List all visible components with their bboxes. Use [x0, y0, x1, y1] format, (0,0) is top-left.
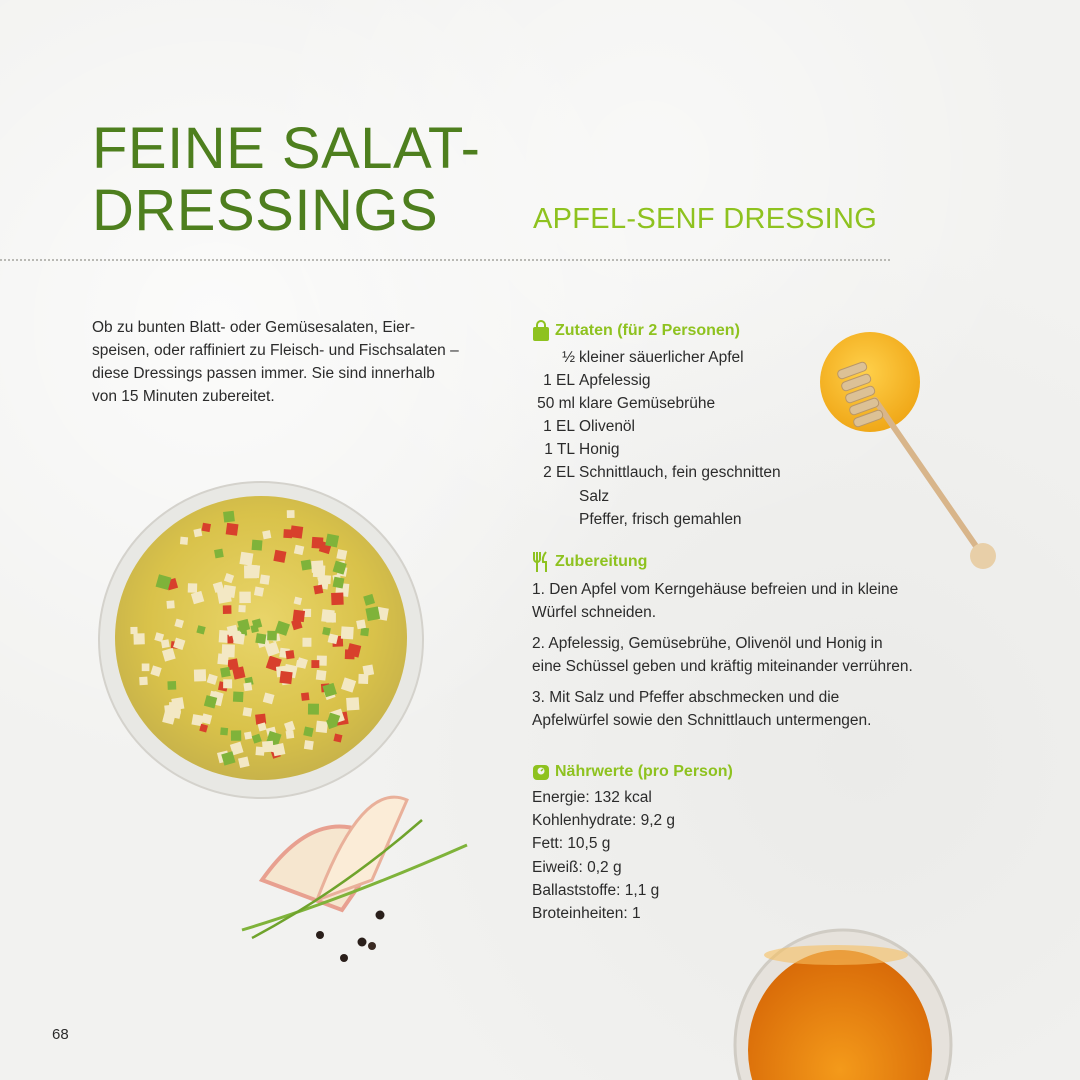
intro-line: Ob zu bunten Blatt- oder Gemüsesalaten, Eier- — [92, 319, 416, 336]
dotted-divider — [0, 259, 890, 261]
ingredient-item — [500, 346, 820, 369]
intro-line: speisen, oder raffiniert zu Fleisch- und Fischsalaten – — [92, 342, 459, 359]
ingredient-amount: 1 EL — [543, 418, 575, 436]
ingredient-amount: 2 EL — [543, 464, 575, 482]
ingredient-name: klare Gemüsebrühe — [579, 395, 716, 413]
step-line: Würfel schneiden. — [532, 604, 657, 621]
ingredient-item — [500, 508, 820, 531]
ingredient-amount: 1 TL — [544, 441, 575, 459]
ingredient-amount — [500, 485, 579, 508]
page-title-line-1: FEINE SALAT- — [92, 116, 481, 181]
ingredient-item — [500, 485, 820, 508]
intro-text — [92, 316, 472, 408]
nutrition-item: Fett: 10,5 g — [532, 835, 611, 853]
nutrition-item: Ballaststoffe: 1,1 g — [532, 881, 660, 899]
step-item — [532, 632, 952, 678]
ingredient-amount: 50 ml — [537, 395, 575, 413]
ingredient-name: Schnittlauch, fein geschnitten — [579, 464, 781, 482]
step-item — [532, 686, 952, 732]
nutrition-heading — [532, 761, 733, 783]
ingredient-item — [500, 438, 820, 461]
ingredients-heading-label: Zutaten (für 2 Personen) — [555, 322, 740, 339]
step-line: eine Schüssel geben und kräftig miteinander verrühren. — [532, 658, 913, 675]
shopping-bag-icon — [532, 320, 550, 342]
honey-dipper-photo — [815, 330, 1005, 580]
nutrition-heading-label: Nährwerte (pro Person) — [555, 763, 733, 780]
step-line: 2. Apfelessig, Gemüsebrühe, Olivenöl und Honig in — [532, 635, 883, 652]
ingredient-amount: 1 EL — [543, 372, 575, 390]
preparation-steps — [532, 578, 952, 740]
apple-slices-photo — [232, 770, 477, 970]
ingredient-item — [500, 392, 820, 415]
recipe-title: APFEL-SENF DRESSING — [533, 203, 878, 235]
cutlery-icon — [532, 551, 550, 573]
ingredient-name: Pfeffer, frisch gemahlen — [579, 510, 742, 528]
step-line: Apfelwürfel sowie den Schnittlauch untermengen. — [532, 712, 872, 729]
nutrition-item: Energie: 132 kcal — [532, 789, 652, 806]
nutrition-list — [532, 786, 832, 925]
ingredient-item — [500, 415, 820, 438]
dressing-bowl-photo — [96, 478, 426, 808]
page-title — [92, 118, 480, 242]
ingredient-name: Honig — [579, 441, 620, 459]
ingredients-heading — [532, 320, 740, 342]
intro-line: diese Dressings passen immer. Sie sind innerhalb — [92, 365, 435, 382]
preparation-heading-label: Zubereitung — [555, 553, 648, 570]
nutrition-item: Broteinheiten: 1 — [532, 905, 641, 923]
ingredient-amount: ½ — [562, 349, 575, 366]
ingredient-name: Apfelessig — [579, 372, 651, 390]
ingredient-name: kleiner säuerlicher Apfel — [579, 349, 744, 366]
intro-line: von 15 Minuten zubereitet. — [92, 388, 275, 405]
nutrition-item: Eiweiß: 0,2 g — [532, 858, 622, 876]
scale-icon — [532, 761, 550, 783]
nutrition-item: Kohlenhydrate: 9,2 g — [532, 812, 676, 830]
ingredient-item — [500, 461, 820, 484]
preparation-heading — [532, 551, 647, 573]
ingredient-list — [500, 346, 820, 531]
ingredient-name: Salz — [579, 487, 610, 505]
page-title-line-2: DRESSINGS — [92, 178, 439, 243]
step-line: 1. Den Apfel vom Kerngehäuse befreien und in kleine — [532, 581, 899, 598]
step-item — [532, 578, 952, 624]
ingredient-item — [500, 369, 820, 392]
step-line: 3. Mit Salz und Pfeffer abschmecken und die — [532, 689, 840, 706]
ingredient-amount — [500, 508, 579, 531]
honey-jar-photo — [728, 925, 968, 1080]
page-number: 68 — [52, 1026, 69, 1043]
ingredient-name: Olivenöl — [579, 418, 635, 436]
